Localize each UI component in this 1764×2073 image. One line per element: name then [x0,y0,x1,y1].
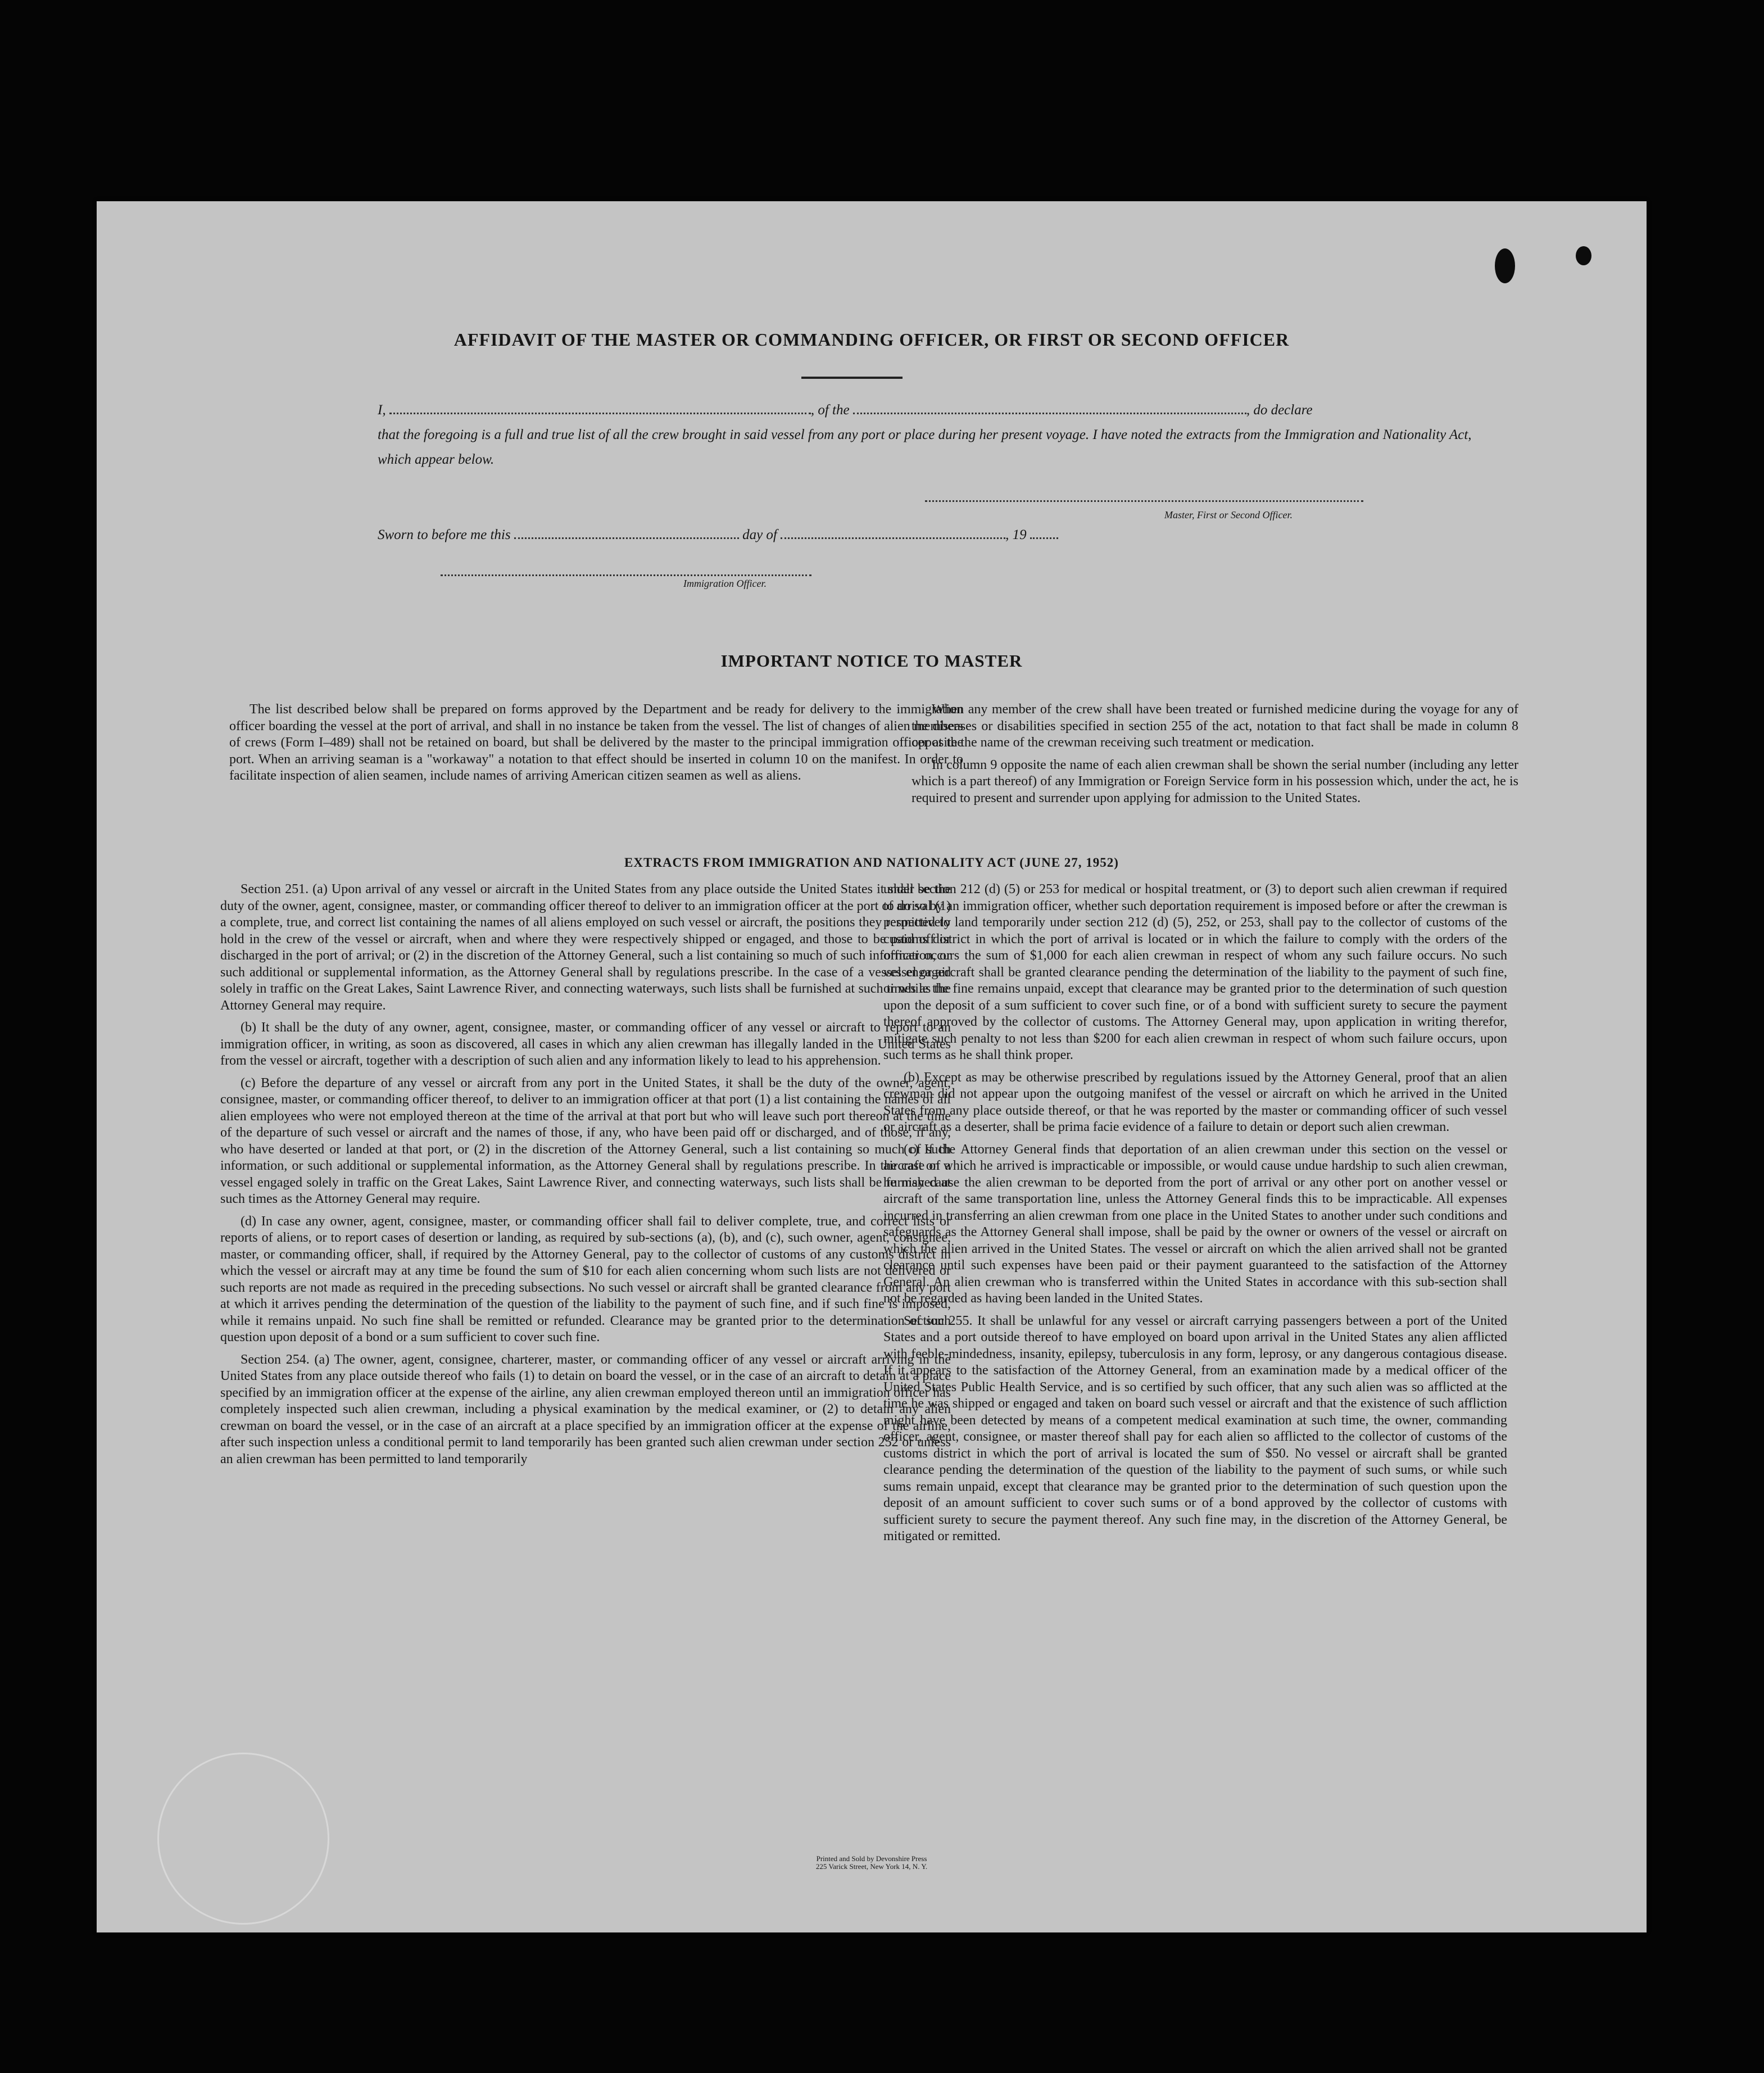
declaration-do-declare: , do declare [1246,402,1313,418]
declaration-of-the: , of the [810,402,850,418]
imprint-line: 225 Varick Street, New York 14, N. Y. [815,1862,928,1871]
extract-paragraph: (b) Except as may be otherwise prescribed by regulations issued by the Attorney General, proof that an alien crewman did not appear upon the outgoing manifest of the vessel or aircraft on which he arrived in the United States from any place outside thereof, or that he was reported by the master or commanding officer of such vessel or aircraft as a deserter, shall be prima facie evidence of a failure to detain or deport such alien crewman. [883,1070,1507,1134]
day-of-label: day of [742,527,777,542]
officer-signature-line[interactable] [441,574,811,576]
affidavit-title: AFFIDAVIT OF THE MASTER OR COMMANDING OFFICER, OR FIRST OR SECOND OFFICER [454,329,1290,350]
extract-paragraph: under section 212 (d) (5) or 253 for medical or hospital treatment, or (3) to deport such alien crewman if required to do so by an immigration officer, whether such deportation requirement is imposed before or after the crewman is permitted to land temporarily under section 212 (d) (5), 252, or 253, shall pay to the collector of customs of the customs district in which the port of arrival is located or in which the failure to comply with the orders of the officer occurs the sum of $1,000 for each alien crewman in respect of whom any such failure occurs. No such vessel or aircraft shall be granted clearance pending the determination of the liability to the payment of such fine, or while the fine remains unpaid, except that clearance may be granted prior to the determination of such question upon the deposit of a sum sufficient to cover such fine, or of a bond with sufficient surety to secure the payment thereof approved by the collector of customs. The Attorney General may, upon application in writing therefor, mitigate such penalty to not less than $200 for each alien crewman in respect of whom such failure occurs, upon such terms as he shall think proper. [883,882,1507,1062]
extract-paragraph: (c) Before the departure of any vessel or aircraft from any port in the United States, it shall be the duty of the owner, agent, consignee, master, or commanding officer thereof, to deliver to an immigration officer at that port (1) a list containing the names of all alien employees who were not employed thereon at the time of the arrival at that port but who will leave such port thereon at the time of the departure of such vessel or aircraft and the names of those, if any, who have been paid off or discharged, and of those, if any, who have deserted or landed at that port, or (2) in the discretion of the Attorney General, such a list containing so much of such information, or such additional or supplemental information, as the Attorney General shall by regulations prescribe. In the case of a vessel engaged solely in traffic on the Great Lakes, Saint Lawrence River, and connecting waterways, such lists shall be furnished at such times as the Attorney General may require. [220,1075,951,1206]
notice-title: IMPORTANT NOTICE TO MASTER [720,651,1023,671]
vessel-field[interactable] [853,400,1246,414]
notice-right-paragraph: When any member of the crew shall have been treated or furnished medicine during the voyage for any of the diseases or disabilities specified in section 255 of the act, notation to that fact shall be made in column 8 opposite the name of the crewman receiving such treatment or medication. [912,702,1518,750]
extract-paragraph: Section 251. (a) Upon arrival of any vessel or aircraft in the United States from any place outside the United States it shall be the duty of the owner, agent, consignee, master, or commanding officer thereof to deliver to an immigration officer at the port of arrival (1) a complete, true, and correct list containing the names of all aliens employed on such vessel or aircraft, the positions they respectively hold in the crew of the vessel or aircraft, when and where they were respectively shipped or engaged, and those to be paid off or discharged in the port of arrival; or (2) in the discretion of the Attorney General, such a list containing so much of such information, or such additional or supplemental information, as the Attorney General shall by regulations prescribe. In the case of a vessel engaged solely in traffic on the Great Lakes, Saint Lawrence River, and connecting waterways, such lists shall be furnished at such times as the Attorney General may require. [220,882,951,1013]
ink-blot [1495,248,1515,283]
extract-paragraph: Section 255. It shall be unlawful for any vessel or aircraft carrying passengers between a port of the United States and a port outside thereof to have employed on board upon arrival in the United States any alien afflicted with feeble-mindedness, insanity, epilepsy, tuberculosis in any form, leprosy, or any dangerous contagious disease. If it appears to the satisfaction of the Attorney General, from an examination made by a medical officer of the United States Public Health Service, and is so certified by such officer, that any such alien was so afflicted at the time he was shipped or engaged and taken on board such vessel or aircraft and that the existence of such affliction might have been detected by means of a competent medical examination at such time, the owner, commanding officer, agent, consignee, or master thereof shall pay for each alien so afflicted to the collector of customs of the customs district in which the port of arrival is located the sum of $50. No vessel or aircraft shall be granted clearance pending the determination of the question of the liability to the payment of such sums, or while such sums remain unpaid, except that clearance may be granted prior to the determination of such question upon the deposit of an amount sufficient to cover such sums or of a bond approved by the collector of customs with sufficient surety to secure the payment thereof. Any such fine may, in the discretion of the Attorney General, be mitigated or remitted. [883,1313,1507,1544]
imprint-line: Printed and Sold by Devonshire Press [816,1854,927,1863]
ink-blot [1576,246,1591,265]
master-caption: Master, First or Second Officer. [1164,509,1293,520]
extracts-title: EXTRACTS FROM IMMIGRATION AND NATIONALITY ACT (JUNE 27, 1952) [624,856,1119,870]
master-signature-line[interactable] [925,500,1363,502]
form-sheet [97,201,1647,1932]
notice-right-column [912,701,1518,812]
extracts-left-column [220,881,951,1473]
printer-imprint [97,1855,1647,1871]
officer-caption: Immigration Officer. [683,578,767,589]
name-field[interactable] [389,400,811,414]
notice-left-paragraph: The list described below shall be prepared on forms approved by the Department and be ready for delivery to the immigration officer boarding the vessel at the port of arrival, and shall in no instance be taken from the vessel. The list of changes of alien members of crews (Form I–489) shall not be retained on board, but shall be delivered by the master to the principal immigration officer at the port. When an arriving seaman is a "workaway" a notation to that effect should be inserted in column 10 on the manifest. In order to facilitate inspection of alien seamen, include names of arriving American citizen seamen as well as aliens. [229,702,963,783]
declaration-body: that the foregoing is a full and true list of all the crew brought in said vessel from any port or place during her present voyage. I have noted the extracts from the Immigration and Nationality Act, which appear below. [378,427,1472,467]
notice-right-paragraph: In column 9 opposite the name of each alien crewman shall be shown the serial number (including any letter which is a part thereof) of any Immigration or Foreign Service form in his possession which, under the act, he is required to present and surrender upon applying for admission to the United States. [912,757,1518,805]
extract-paragraph: Section 254. (a) The owner, agent, consignee, charterer, master, or commanding officer of any vessel or aircraft arriving in the United States from any place outside thereof who fails (1) to detain on board the vessel, or in the case of an aircraft to detain at a place specified by an immigration officer at the expense of the airline, any alien crewman employed thereon until an immigration officer has completely inspected such alien crewman, including a physical examination by the medical examiner, or (2) to detain any alien crewman on board the vessel, or in the case of an aircraft at a place specified by an immigration officer at the expense of the airline, after such inspection unless a conditional permit to land temporarily has been granted such alien crewman under section 252 or unless an alien crewman has been permitted to land temporarily [220,1352,951,1467]
sworn-year-field[interactable] [1030,525,1058,539]
year-label: , 19 [1005,527,1027,542]
declaration-line [378,398,1473,423]
declaration-i: I, [378,402,386,418]
notice-left-column [229,701,963,790]
extracts-right-column [883,881,1507,1551]
sworn-month-field[interactable] [781,525,1005,539]
extract-paragraph: (b) It shall be the duty of any owner, agent, consignee, master, or commanding officer of any vessel or aircraft to report to an immigration officer, in writing, as soon as discovered, all cases in which any alien crewman has illegally landed in the United States from the vessel or aircraft, together with a description of such alien and any information likely to lead to his apprehension. [220,1020,951,1068]
sworn-label: Sworn to before me this [378,527,511,542]
sworn-line [378,523,1473,547]
extract-paragraph: (c) If the Attorney General finds that deportation of an alien crewman under this section on the vessel or aircraft on which he arrived is impracticable or impossible, or would cause undue hardship to such alien crewman, he may cause the alien crewman to be deported from the port of arrival or any other port on another vessel or aircraft of the same transportation line, unless the Attorney General finds this to be impracticable. All expenses incurred in transferring an alien crewman from one place in the United States to another under such conditions and safeguards as the Attorney General shall impose, shall be paid by the owner or owners of the vessel or aircraft on which the alien arrived in the United States. The vessel or aircraft on which the alien arrived shall not be granted clearance until such expenses have been paid or their payment guaranteed to the satisfaction of the Attorney General. An alien crewman who is transferred within the United States in accordance with this sub-section shall not be regarded as having been landed in the United States. [883,1142,1507,1306]
sworn-day-field[interactable] [514,525,739,539]
embossed-seal [157,1753,329,1925]
title-rule [801,377,903,379]
extract-paragraph: (d) In case any owner, agent, consignee, master, or commanding officer shall fail to deliver complete, true, and correct lists or reports of aliens, or to report cases of desertion or landing, as required by sub-sections (a), (b), and (c), such owner, agent, consignee, master, or commanding officer, shall, if required by the Attorney General, pay to the collector of customs of any customs district in which the vessel or aircraft may at any time be found the sum of $10 for each alien concerning whom such lists are not delivered or such reports are not made as required in the preceding subsections. No such vessel or aircraft shall be granted clearance from any port at which it arrives pending the determination of the question of the liability to the payment of such fine, and if such fine is imposed, while it remains unpaid. No such fine shall be remitted or refunded. Clearance may be granted prior to the determination of such question upon deposit of a bond or a sum sufficient to cover such fine. [220,1214,951,1345]
